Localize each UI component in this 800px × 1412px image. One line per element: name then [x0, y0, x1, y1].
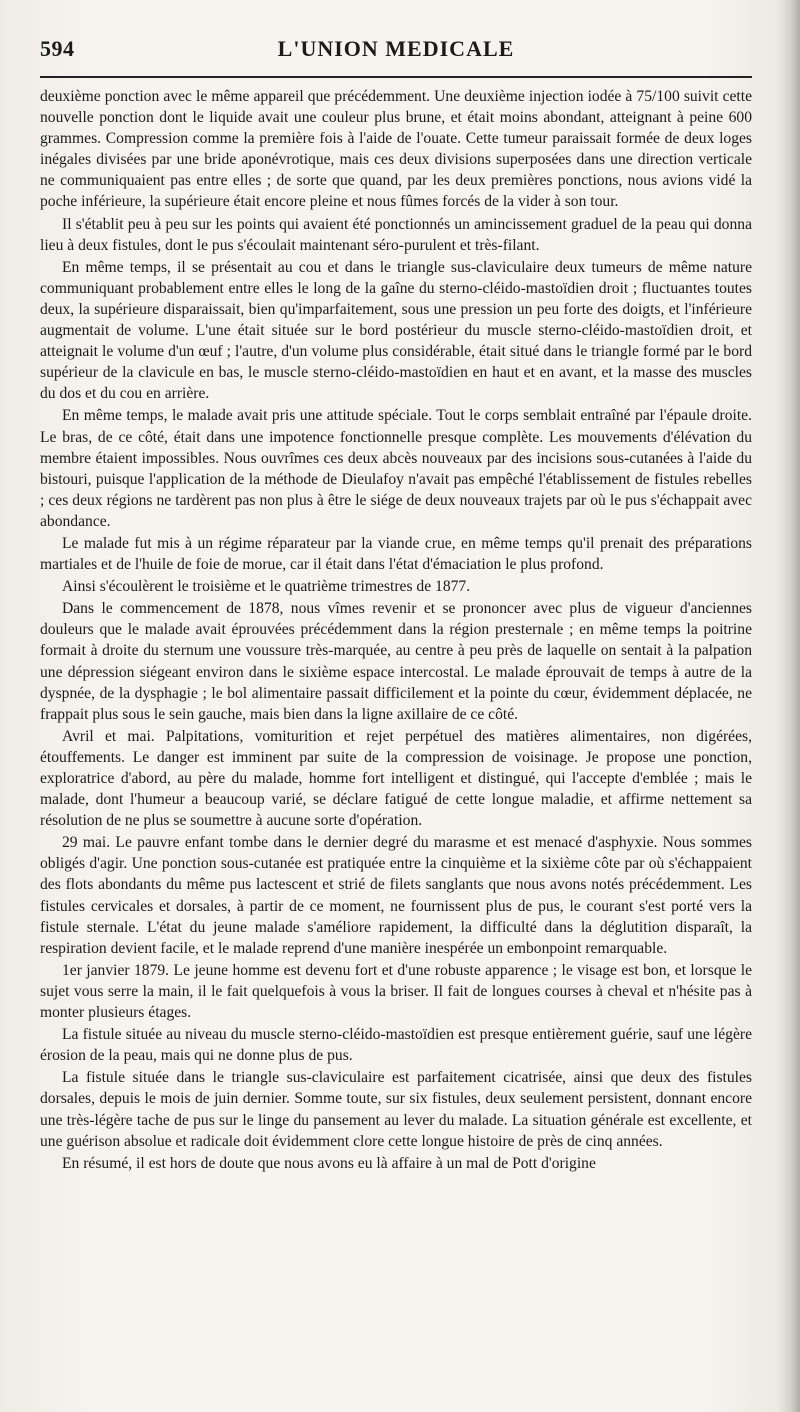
paragraph-5: Le malade fut mis à un régime réparateur par la viande crue, en même temps qu'il prenait des préparations martiales et de l'huile de foie de morue, car il était dans l'état d'émaciation le plus profond.: [40, 534, 752, 574]
header-rule: [40, 76, 752, 78]
paragraph-12: La fistule située dans le triangle sus-claviculaire est parfaitement cicatrisée, ainsi que deux des fistules dorsales, depuis le mois de juin dernier. Somme toute, sur six fistules, deux seulement persistent, donnant encore une très-légère tache de pus sur le linge du pansement au lever du malade. La situation générale est excellente, et une guérison absolue et radicale doit évidemment clore cette longue histoire de près de cinq années.: [40, 1069, 752, 1150]
paragraph-2: Il s'établit peu à peu sur les points qui avaient été ponctionnés un amincissement graduel de la peau qui donna lieu à deux fistules, dont le pus s'écoulait maintenant séro-purulent et très-filant.: [40, 215, 752, 254]
paragraph-6: Ainsi s'écoulèrent le troisième et le quatrième trimestres de 1877.: [62, 578, 471, 596]
paragraph-9: 29 mai. Le pauvre enfant tombe dans le dernier degré du marasme et est menacé d'asphyxie. Nous sommes obligés d'agir. Une ponction sous-cutanée est pratiquée entre la cinquième et la sixième côte par où s'échappaient des flots abondants du même pus lactescent et strié de filets sanglants que nous avons notés précédemment. Les fistules cervicales et dorsales, à partir de ce moment, ne fournissent plus de pus, le courant s'est porté vers la fistule sternale. L'état du jeune malade s'améliore rapidement, la difficulté dans la déglutition disparaît, la respiration devient facile, et le malade reprend d'une manière inespérée un embonpoint remarquable.: [40, 834, 752, 957]
page-number: 594: [40, 36, 75, 61]
body-text: [40, 86, 752, 1175]
paragraph-1: deuxième ponction avec le même appareil que précédemment. Une deuxième injection iodée à 75/100 suivit cette nouvelle ponction dont le liquide avait une couleur plus brune, et était moins abondant, atteignant à peine 600 grammes. Compression comme la première fois à l'aide de l'ouate. Cette tumeur paraissait formée de deux loges inégales divisées par une bride aponévrotique, mais ces deux divisions superposées dans une direction verticale ne communiquaient pas entre elles ; de sorte que quand, par les deux premières ponctions, nous avions vidé la poche inférieure, la supérieure était encore pleine et nous fûmes forcés de la vider à son tour.: [40, 88, 752, 211]
page-header: [40, 36, 752, 72]
paragraph-11: La fistule située au niveau du muscle sterno-cléido-mastoïdien est presque entièrement guérie, sauf une légère érosion de la peau, mais qui ne donne plus de pus.: [40, 1026, 752, 1065]
paragraph-3: En même temps, il se présentait au cou et dans le triangle sus-claviculaire deux tumeurs de même nature communiquant probablement entre elles le long de la gaîne du sterno-cléido-mastoïdien droit ; fluctuantes toutes deux, la supérieure disparaissait, bien qu'imparfaitement, sous une pression un peu forte des doigts, et l'inférieure augmentait de volume. L'une était située sur le bord postérieur du muscle sterno-cléido-mastoïdien droit, et atteignait le volume d'un œuf ; l'autre, d'un volume plus considérable, était situé dans le triangle formé par le bord supérieur de la clavicule en bas, le muscle sterno-cléido-mastoïdien en haut et en avant, et la masse des muscles du dos et du cou en arrière.: [40, 258, 752, 403]
paragraph-7: Dans le commencement de 1878, nous vîmes revenir et se prononcer avec plus de vigueur d'anciennes douleurs que le malade avait éprouvées précédemment dans la région presternale ; en même temps la poitrine formait à droite du sternum une voussure très-marquée, au centre à peu près de laquelle on sentait à la palpation une dépression siégeant environ dans le sixième espace intercostal. Le malade éprouvait de temps à autre de la dyspnée, de la dysphagie ; le bol alimentaire passait difficilement et la pointe du cœur, évidemment déplacée, ne frappait plus sous le sein gauche, mais bien dans la ligne axillaire de ce côté.: [40, 600, 752, 723]
paragraph-13: En résumé, il est hors de doute que nous avons eu là affaire à un mal de Pott d'origine: [62, 1154, 596, 1172]
paragraph-4: En même temps, le malade avait pris une attitude spéciale. Tout le corps semblait entraîné par l'épaule droite. Le bras, de ce côté, était dans une impotence fonctionnelle presque complète. Les mouvements d'élévation du membre étaient impossibles. Nous ouvrîmes ces deux abcès nouveaux par des incisions sous-cutanées à l'aide du bistouri, puisque l'application de la méthode de Dieulafoy n'avait pas empêché l'établissement de fistules rebelles ; ces deux régions ne tardèrent pas non plus à être le siége de deux nouveaux trajets par où le pus s'échappait avec abondance.: [40, 407, 752, 530]
paragraph-8: Avril et mai. Palpitations, vomiturition et rejet perpétuel des matières alimentaires, non digérées, étouffements. Le danger est imminent par suite de la compression de voisinage. Je propose une ponction, exploratrice d'abord, au père du malade, homme fort intelligent et distingué, qui l'accepte d'emblée ; mais le malade, dont l'humeur a beaucoup varié, se déclare fatigué de cette longue maladie, et affirme nettement sa résolution de ne plus se soumettre à aucune sorte d'opération.: [40, 727, 752, 830]
running-title: L'UNION MEDICALE: [277, 36, 515, 61]
book-spine-shadow: [778, 0, 800, 1412]
paragraph-10: 1er janvier 1879. Le jeune homme est devenu fort et d'une robuste apparence ; le visage est bon, et lorsque le sujet vous serre la main, il le fait quelquefois à vous la briser. Il fait de longues courses à cheval et n'hésite pas à monter plusieurs étages.: [40, 961, 752, 1022]
